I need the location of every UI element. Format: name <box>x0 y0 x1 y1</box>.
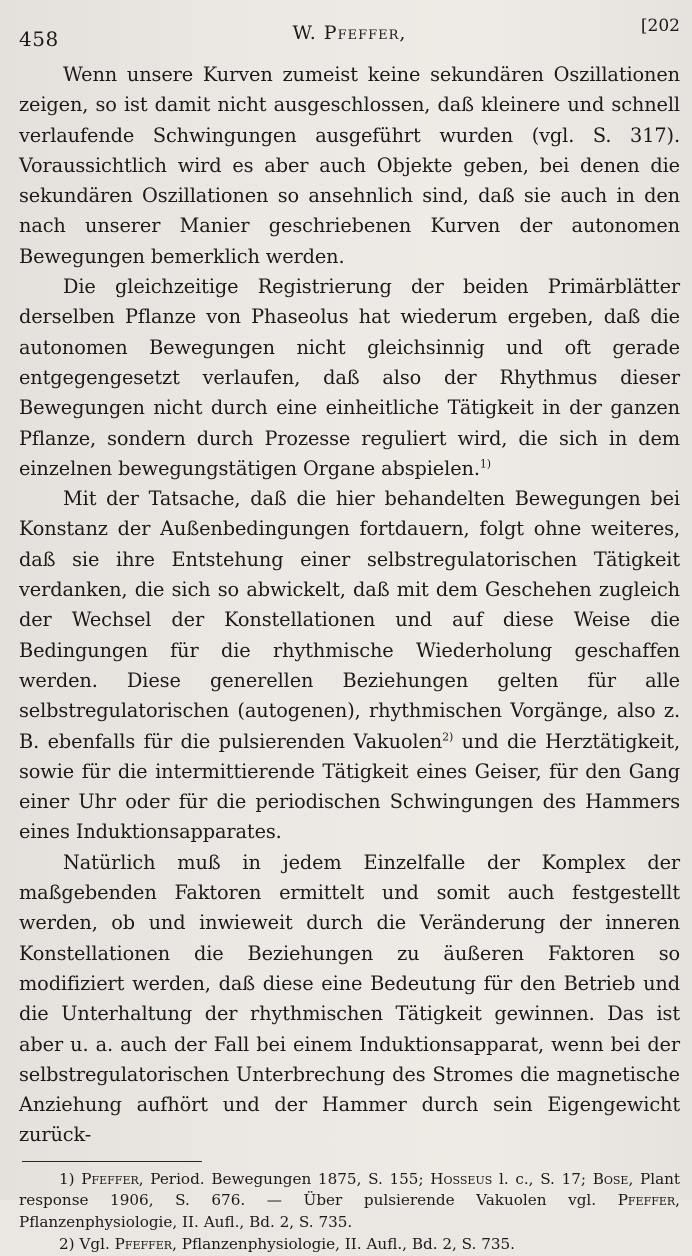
footnote-reference: 1) <box>479 457 491 471</box>
footnote-text: , Plant response 1906, S. 676. — Über pulsierende Vakuolen vgl. <box>19 1169 681 1210</box>
author-name: Hosseus <box>430 1169 493 1188</box>
footnote-text: , Pflanzenphysiologie, II. Aufl., Bd. 2, S. 735. <box>172 1235 516 1254</box>
footnote-text: l. c., S. 17; <box>492 1169 593 1188</box>
footnote <box>19 1234 680 1256</box>
footnote-reference: 2) <box>442 730 454 744</box>
author-name: Pfeffer <box>617 1191 676 1210</box>
paragraph-text: und die Herztätigkeit, sowie für die intermittierende Tätigkeit eines Geiser, für den Gang einer Uhr oder für die periodischen Schwingungen des Hammers eines Induktionsapparates. <box>19 729 680 844</box>
footnote-mark: 1) <box>59 1169 75 1188</box>
running-head: W. Pfeffer, <box>292 22 407 44</box>
bracket-page-reference: [202 <box>640 16 680 36</box>
page-number: 458 <box>19 27 59 51</box>
paragraph-text: Wenn unsere Kurven zumeist keine sekundären Oszillationen zeigen, so ist damit nicht ausgeschlossen, daß kleinere und schnell verlaufende Schwingungen ausgeführt wurden (vgl. S. 317). Voraussichtlich wird es aber auch Objekte geben, bei denen die sekundären Oszillationen so ansehnlich sind, daß sie auch in den nach unserer Manier geschriebenen Kurven der autonomen Bewegungen bemerklich werden. <box>19 63 680 268</box>
paragraph-text: Natürlich muß in jedem Einzelfalle der Komplex der maßgebenden Faktoren ermittelt und somit auch festgestellt werden, ob und inwieweit durch die Veränderung der inneren Konstellationen die Beziehungen zu äußeren Faktoren so modifiziert werden, daß diese eine Bedeutung für den Betrieb und die Unterhaltung der rhythmischen Tätigkeit gewinnen. Das ist aber u. a. auch der Fall bei einem Induktionsapparat, wenn bei der selbstregulatorischen Unterbrechung des Stromes die magnetische Anziehung aufhört und der Hammer durch sein Eigengewicht zurück- <box>19 850 680 1147</box>
paragraph-text: Die gleichzeitige Registrierung der beiden Primärblätter derselben Pflanze von Phaseolus hat wiederum ergeben, daß die autonomen Bewegungen nicht gleichsinnig und oft gerade entgegengesetzt verlaufen, daß also der Rhythmus dieser Bewegungen nicht durch eine einheitliche Tätigkeit in der ganzen Pflanze, sondern durch Prozesse reguliert wird, die sich in dem einzelnen bewegungstätigen Organe abspielen. <box>19 275 680 480</box>
author-name: Pfeffer <box>81 1169 139 1188</box>
author-name: Pfeffer <box>114 1235 173 1254</box>
paragraph <box>19 272 680 484</box>
paragraph <box>19 60 680 272</box>
footnotes <box>19 1169 680 1256</box>
page-header <box>19 0 680 60</box>
footnote-divider <box>22 1161 202 1162</box>
paragraph-text: Mit der Tatsache, daß die hier behandelten Bewegungen bei Konstanz der Außenbedingungen fortdauern, folgt ohne weiteres, daß sie ihre Entstehung einer selbstregulatorischen Tätigkeit verdanken, die sich so abwickelt, daß mit dem Geschehen zugleich der Wechsel der Konstellationen und auf diese Weise die Bedingungen für die rhythmische Wiederholung geschaffen werden. Diese generellen Beziehungen gelten für alle selbstregulatorischen (autogenen), rhythmischen Vorgänge, also z. B. ebenfalls für die pulsierenden Vakuolen <box>19 487 680 753</box>
footnote-text: , Period. Bewegungen 1875, S. 155; <box>138 1169 431 1188</box>
footnote-text: Vgl. <box>79 1235 115 1254</box>
body-text <box>19 60 680 1151</box>
footnote <box>19 1169 680 1234</box>
paragraph <box>19 848 680 1151</box>
footnote-mark: 2) <box>59 1235 75 1254</box>
paragraph <box>19 484 680 848</box>
footnote-text: , Pflanzenphysiologie, II. Aufl., Bd. 2, S. 735. <box>19 1191 680 1232</box>
author-name: Bose <box>592 1169 629 1188</box>
